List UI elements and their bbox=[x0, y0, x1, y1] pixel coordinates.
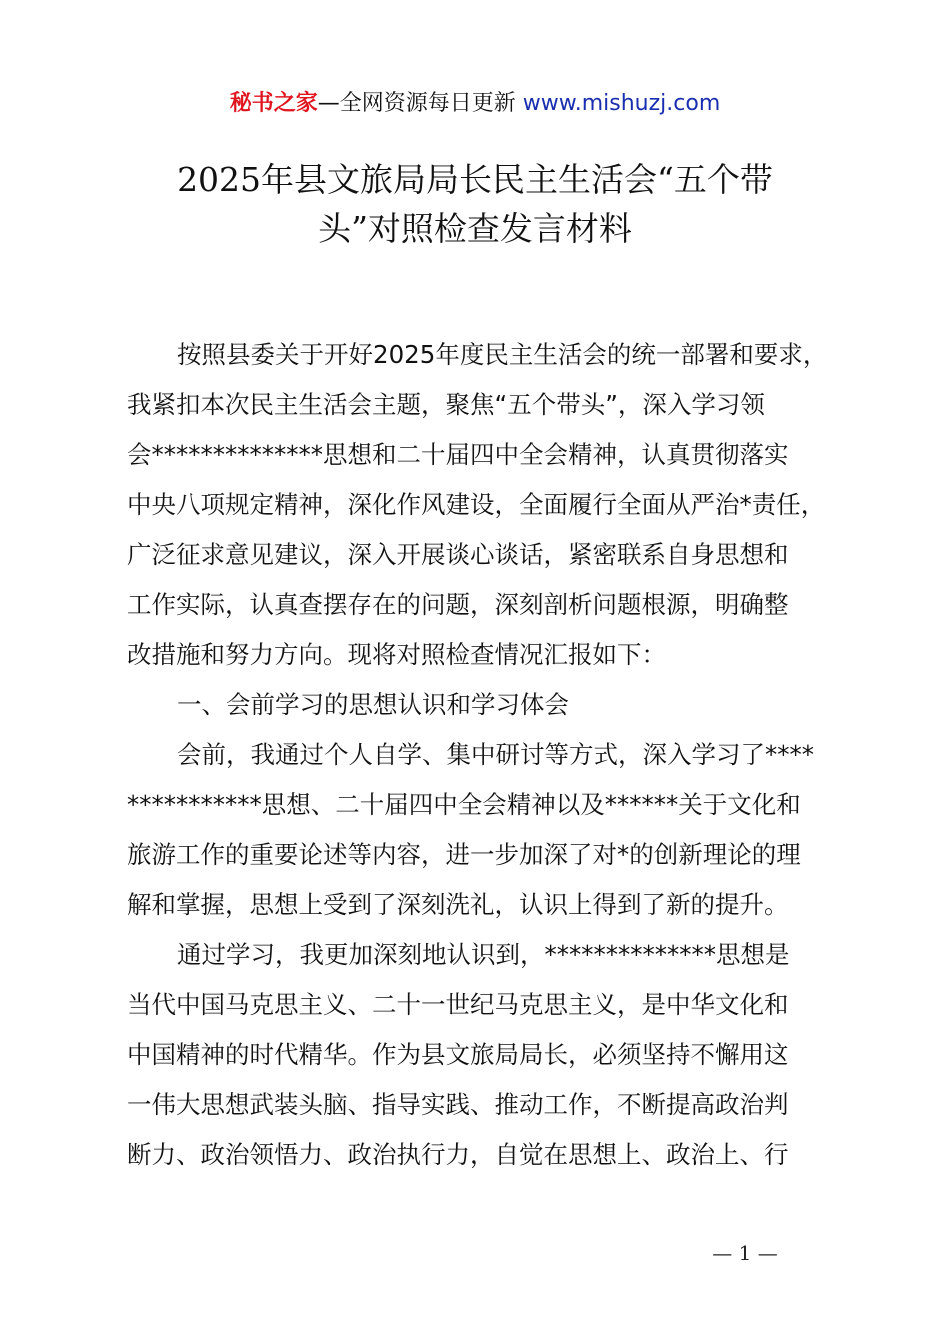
body-line: ***********思想、二十届四中全会精神以及******关于文化和 bbox=[127, 790, 801, 819]
body-line: 断力、政治领悟力、政治执行力，自觉在思想上、政治上、行 bbox=[127, 1140, 789, 1169]
body-line: 一伟大思想武装头脑、指导实践、推动工作，不断提高政治判 bbox=[127, 1090, 789, 1119]
body-line: 通过学习，我更加深刻地认识到，**************思想是 bbox=[177, 940, 790, 969]
title-line-1: 2025年县文旅局局长民主生活会“五个带 bbox=[177, 160, 773, 199]
header-banner bbox=[0, 86, 950, 122]
body-line: 中国精神的时代精华。作为县文旅局局长，必须坚持不懈用这 bbox=[127, 1040, 789, 1069]
page-number: — 1 — bbox=[712, 1241, 778, 1265]
body-line: 中央八项规定精神，深化作风建设，全面履行全面从严治*责任， bbox=[127, 490, 826, 519]
body-line: 广泛征求意见建议，深入开展谈心谈话，紧密联系自身思想和 bbox=[127, 540, 789, 569]
section-heading: 一、会前学习的思想认识和学习体会 bbox=[177, 690, 569, 719]
body-line: 解和掌握，思想上受到了深刻洗礼，认识上得到了新的提升。 bbox=[127, 890, 789, 919]
body-line: 会前，我通过个人自学、集中研讨等方式，深入学习了**** bbox=[177, 740, 814, 769]
body-line: 会**************思想和二十届四中全会精神，认真贯彻落实 bbox=[127, 440, 789, 469]
body-line: 旅游工作的重要论述等内容，进一步加深了对*的创新理论的理 bbox=[127, 840, 801, 869]
body-line: 我紧扣本次民主生活会主题，聚焦“五个带头”，深入学习领 bbox=[127, 390, 765, 419]
body-line: 改措施和努力方向。现将对照检查情况汇报如下： bbox=[127, 640, 666, 669]
banner-url[interactable]: www.mishuzj.com bbox=[522, 91, 721, 116]
banner-slogan: —全网资源每日更新 bbox=[317, 91, 523, 116]
body-line: 工作实际，认真查摆存在的问题，深刻剖析问题根源，明确整 bbox=[127, 590, 789, 619]
body-line: 按照县委关于开好2025年度民主生活会的统一部署和要求， bbox=[177, 340, 828, 369]
title-line-2: 头”对照检查发言材料 bbox=[318, 209, 632, 248]
document-body bbox=[127, 330, 837, 1180]
document-title bbox=[60, 155, 890, 253]
brand-name: 秘书之家 bbox=[229, 91, 318, 116]
body-line: 当代中国马克思主义、二十一世纪马克思主义，是中华文化和 bbox=[127, 990, 789, 1019]
